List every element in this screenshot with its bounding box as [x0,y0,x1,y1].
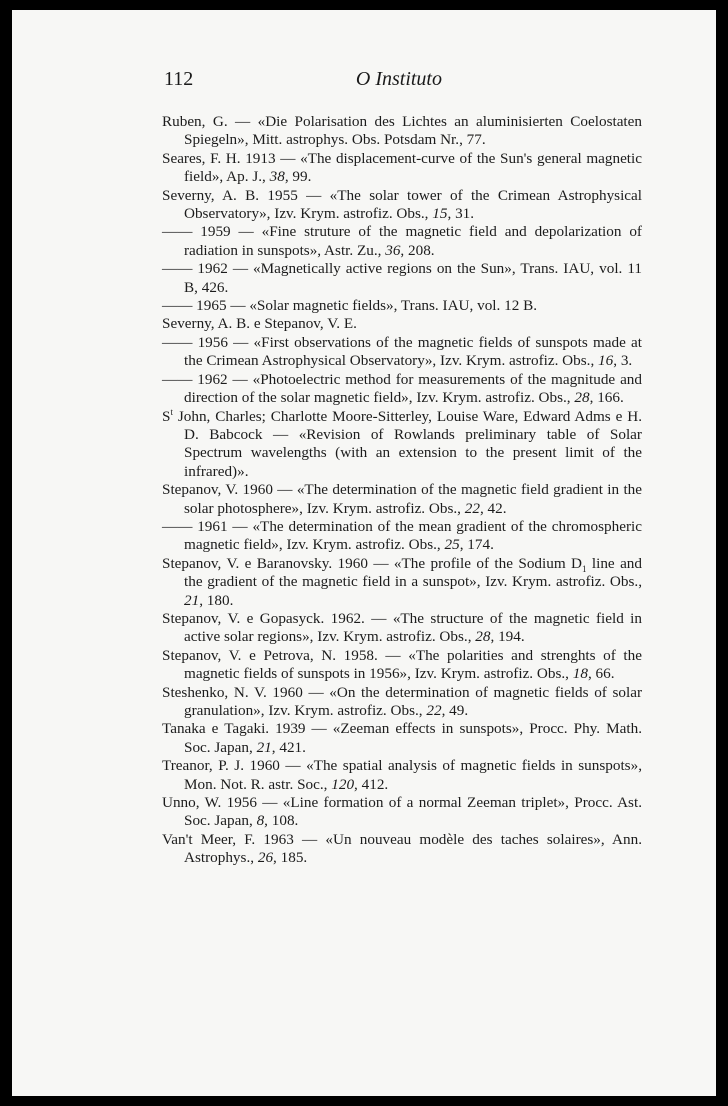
reference-item: $S^t$ John, Charles; Charlotte Moore-Sitterley, Louise Ware, Edward Adms e H. D. Babcock — «Revision of Rowlands preliminary table of Solar Spectrum wavelengths (with an extension to the present limit of the infrared)». [162,406,642,480]
reference-item: Tanaka e Tagaki. 1939 — «Zeeman effects in sunspots», Procc. Phy. Math. Soc. Japan, 21, 421. [162,720,642,756]
reference-item: —— 1965 — «Solar magnetic fields», Trans. IAU, vol. 12 B. [162,297,538,315]
reference-item: Steshenko, N. V. 1960 — «On the determination of magnetic fields of solar granulation», Izv. Krym. astrofiz. Obs., 22, 49. [162,683,642,719]
page-number: 112 [164,68,194,90]
reference-item: Seares, F. H. 1913 — «The displacement-curve of the Sun's general magnetic field», Ap. J., 38, 99. [162,149,642,186]
page [12,10,716,1096]
reference-item: —— 1956 — «First observations of the magnetic fields of sunspots made at the Crimean Astrophysical Observatory», Izv. Krym. astrofiz. Obs., 16, 3. [162,333,642,370]
reference-item: Severny, A. B. e Stepanov, V. E. [162,315,357,333]
reference-item: Ruben, G. — «Die Polarisation des Lichtes an aluminisierten Coelostaten Spiegeln», Mitt. astrophys. Obs. Potsdam Nr., 77. [162,113,642,149]
page-header [164,66,442,94]
reference-item: Van't Meer, F. 1963 — «Un nouveau modèle des taches solaires», Ann. Astrophys., 26, 185. [162,830,642,867]
reference-list [162,113,642,868]
reference-item: —— 1961 — «The determination of the mean gradient of the chromospheric magnetic field», Izv. Krym. astrofiz. Obs., 25, 174. [162,517,642,554]
reference-item: Stepanov, V. e Petrova, N. 1958. — «The polarities and strenghts of the magnetic fields of sunspots in 1956», Izv. Krym. astrofiz. Obs., 18, 66. [162,646,642,683]
running-title: O Instituto [355,68,442,90]
reference-item: Severny, A. B. 1955 — «The solar tower of the Crimean Astrophysical Observatory», Izv. Krym. astrofiz. Obs., 15, 31. [162,186,642,223]
reference-item: Stepanov, V. e Gopasyck. 1962. — «The structure of the magnetic field in active solar regions», Izv. Krym. astrofiz. Obs., 28, 194. [162,609,642,646]
reference-item: —— 1959 — «Fine struture of the magnetic field and depolarization of radiation in sunspots», Astr. Zu., 36, 208. [162,223,642,259]
reference-item: —— 1962 — «Magnetically active regions on the Sun», Trans. IAU, vol. 11 B, 426. [162,260,642,296]
reference-item: Stepanov, V. e Baranovsky. 1960 — «The profile of the Sodium $D_1$ line and the gradient of the magnetic field in a sunspot», Izv. Krym. astrofiz. Obs., 21, 180. [162,554,642,609]
reference-item: Unno, W. 1956 — «Line formation of a normal Zeeman triplet», Procc. Ast. Soc. Japan, 8, 108. [162,794,642,830]
reference-item: Treanor, P. J. 1960 — «The spatial analysis of magnetic fields in sunspots», Mon. Not. R. astr. Soc., 120, 412. [162,757,642,793]
reference-item: Stepanov, V. 1960 — «The determination of the magnetic field gradient in the solar photosphere», Izv. Krym. astrofiz. Obs., 22, 42. [162,481,642,517]
reference-item: —— 1962 — «Photoelectric method for measurements of the magnitude and direction of the solar magnetic field», Izv. Krym. astrofiz. Obs., 28, 166. [162,370,642,407]
